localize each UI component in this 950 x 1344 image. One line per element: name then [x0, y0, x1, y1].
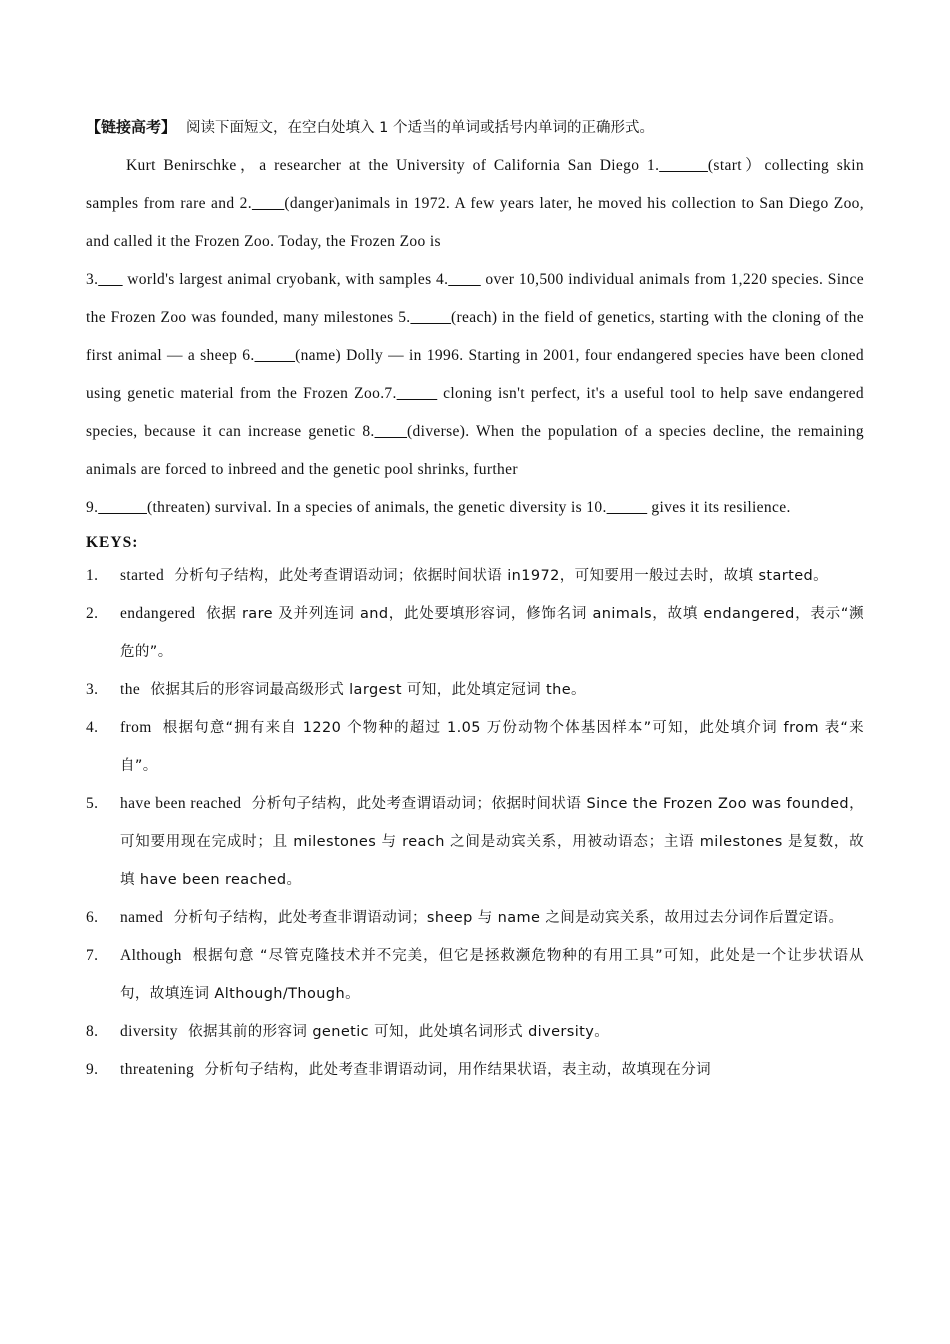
key-answer: threatening [120, 1061, 195, 1078]
blank-3: ___ [98, 271, 123, 288]
key-answer: diversity [120, 1023, 178, 1040]
blank-8: ____ [374, 423, 408, 440]
blank-5: _____ [410, 309, 452, 326]
cloze-passage [86, 147, 864, 527]
passage-text: Kurt Benirschke，a researcher at the University of California San Diego 1. [126, 157, 660, 174]
passage-text: world's largest animal cryobank, with samples 4. [122, 271, 449, 288]
key-number: 6. [86, 909, 99, 926]
answer-key-item [86, 557, 864, 595]
passage-text: (threaten) survival. In a species of animals, the genetic diversity is 10. [146, 499, 607, 516]
answer-key-item [86, 785, 864, 899]
key-explanation: 依据 rare 及并列连词 and，此处要填形容词，修饰名词 animals，故填 endangered，表示“濒危的”。 [120, 606, 864, 660]
passage-text: gives it its resilience. [647, 499, 791, 516]
passage-text: over 10,500 individual animals from 1,220 species. Since the Frozen Zoo was founded, many milestones 5. [86, 271, 864, 326]
answer-key-item [86, 937, 864, 1013]
passage-text: 3. [86, 271, 99, 288]
key-explanation: 分析句子结构，此处考查谓语动词；依据时间状语 Since the Frozen Zoo was founded，可知要用现在完成时；且 milestones 与 reach 之间是动宾关系，用被动语态；主语 milestones 是复数，故填 have been reached。 [120, 796, 864, 888]
instruction-text: 阅读下面短文，在空白处填入 1 个适当的单词或括号内单词的正确形式。 [186, 120, 654, 136]
key-answer: Although [120, 947, 182, 964]
key-explanation: 分析句子结构，此处考查非谓语动词，用作结果状语，表主动，故填现在分词 [204, 1062, 712, 1078]
blank-10: _____ [606, 499, 648, 516]
blank-2: ____ [251, 195, 285, 212]
key-number: 9. [86, 1061, 99, 1078]
key-explanation: 分析句子结构，此处考查非谓语动词；sheep 与 name 之间是动宾关系，故用过去分词作后置定语。 [173, 910, 844, 926]
key-answer: endangered [120, 605, 196, 622]
answer-key-item [86, 595, 864, 671]
answer-key-item [86, 709, 864, 785]
answer-key-item [86, 671, 864, 709]
key-number: 2. [86, 605, 99, 622]
passage-text: 9. [86, 499, 99, 516]
key-answer: started [120, 567, 165, 584]
key-answer: from [120, 719, 152, 736]
passage-text: (start）collecting skin samples from rare and 2. [86, 157, 864, 212]
section-title: 【链接高考】 [86, 118, 177, 136]
key-number: 1. [86, 567, 99, 584]
passage-text: (reach) in the field of genetics, starting with the cloning of the first animal — a sheep 6. [86, 309, 864, 364]
key-answer: the [120, 681, 141, 698]
key-number: 4. [86, 719, 99, 736]
exercise-header [86, 112, 864, 143]
key-number: 3. [86, 681, 99, 698]
key-explanation: 分析句子结构，此处考查谓语动词；依据时间状语 in1972，可知要用一般过去时，故填 started。 [174, 568, 829, 584]
answer-key-list [86, 557, 864, 1089]
key-explanation: 根据句意“拥有来自 1220 个物种的超过 1.05 万份动物个体基因样本”可知，此处填介词 from 表“来自”。 [120, 720, 864, 774]
blank-6: _____ [254, 347, 296, 364]
blank-9: ______ [98, 499, 147, 516]
key-answer: have been reached [120, 795, 242, 812]
key-number: 5. [86, 795, 99, 812]
key-explanation: 依据其后的形容词最高级形式 largest 可知，此处填定冠词 the。 [150, 682, 586, 698]
blank-1: ______ [659, 157, 708, 174]
answer-key-item [86, 899, 864, 937]
blank-7: _____ [396, 385, 438, 402]
passage-text: cloning isn't perfect, it's a useful tool to help save endangered species, because it can increase genetic 8. [86, 385, 864, 440]
answer-key-item [86, 1051, 864, 1089]
key-number: 7. [86, 947, 99, 964]
passage-text: (diverse). When the population of a species decline, the remaining animals are forced to inbreed and the genetic pool shrinks, further [86, 423, 864, 478]
blank-4: ____ [448, 271, 481, 288]
key-answer: named [120, 909, 164, 926]
key-explanation: 依据其前的形容词 genetic 可知，此处填名词形式 diversity。 [188, 1024, 610, 1040]
passage-text: (name) Dolly — in 1996. Starting in 2001, four endangered species have been cloned using genetic material from the Frozen Zoo.7. [86, 347, 864, 402]
passage-text: (danger)animals in 1972. A few years later, he moved his collection to San Diego Zoo, and called it the Frozen Zoo. Today, the Frozen Zoo is [86, 195, 864, 250]
key-number: 8. [86, 1023, 99, 1040]
answer-key-item [86, 1013, 864, 1051]
key-explanation: 根据句意 “尽管克隆技术并不完美，但它是拯救濒危物种的有用工具”可知，此处是一个让步状语从句，故填连词 Although/Though。 [120, 948, 864, 1002]
keys-heading: KEYS: [86, 534, 139, 551]
document-page [86, 112, 864, 1089]
